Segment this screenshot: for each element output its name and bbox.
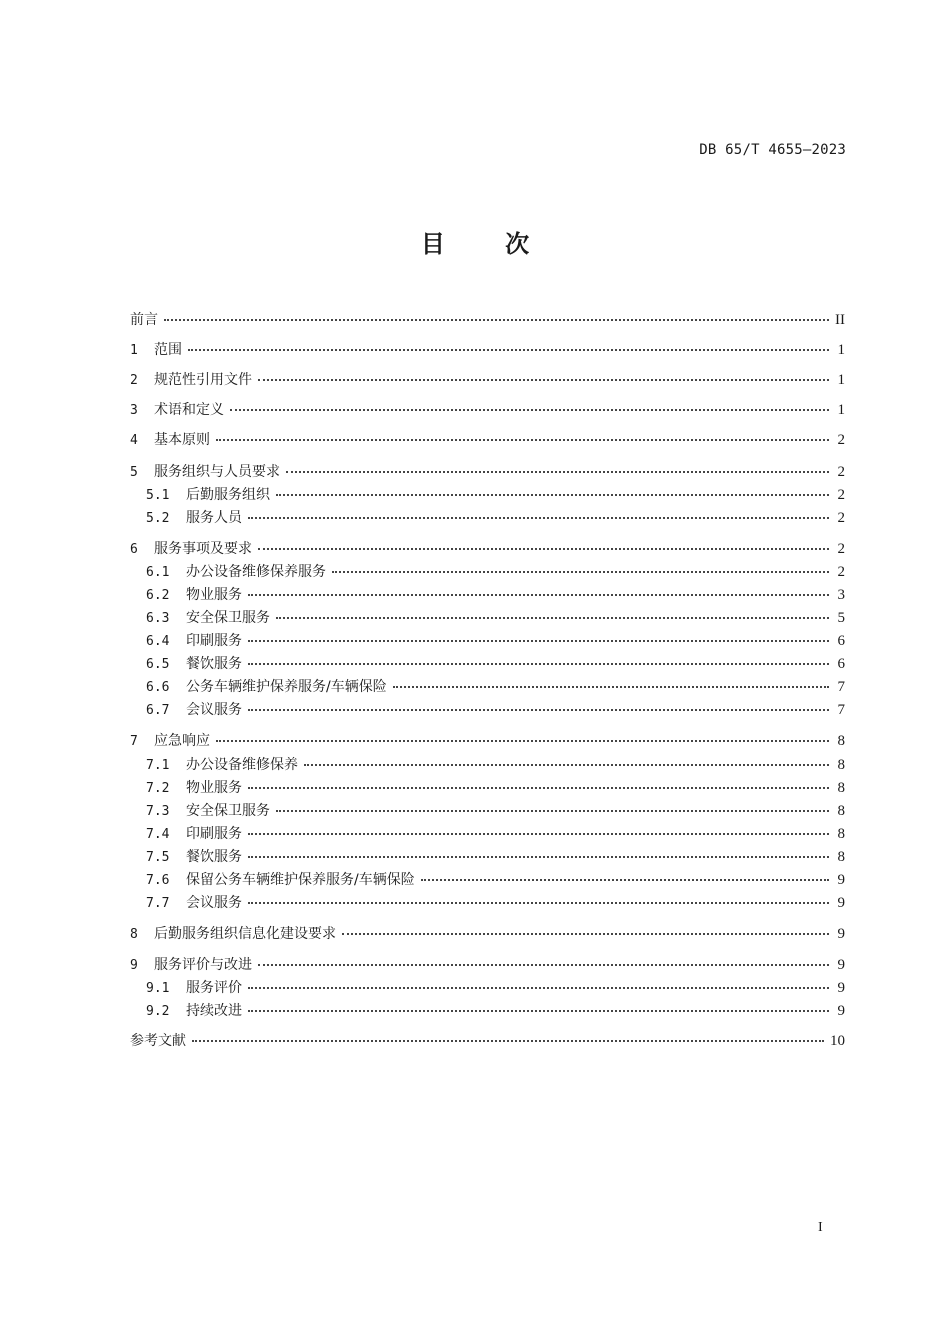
toc-entry-text: 会议服务 <box>186 895 242 911</box>
toc-leader <box>230 409 829 411</box>
toc-entry-number: 7.2 <box>146 781 170 796</box>
toc-entry-number: 6.7 <box>146 703 170 718</box>
toc-entry-number: 9.2 <box>146 1004 170 1019</box>
toc-leader <box>276 810 829 812</box>
toc-entry-number: 6.1 <box>146 565 170 580</box>
toc-leader <box>216 439 829 441</box>
toc-entry-7-4[interactable] <box>146 824 845 844</box>
toc-entry-5-1[interactable] <box>146 485 845 505</box>
toc-entry-text: 办公设备维修保养 <box>186 757 298 773</box>
toc-page-number: 3 <box>837 587 845 603</box>
toc-page-number: 8 <box>837 826 845 842</box>
toc-page-number: 1 <box>837 402 845 418</box>
toc-entry-number: 7.5 <box>146 850 170 865</box>
toc-entry-6-4[interactable] <box>146 631 845 651</box>
toc-entry-7-5[interactable] <box>146 847 845 867</box>
toc-leader <box>248 787 829 789</box>
toc-entry-text: 餐饮服务 <box>186 656 242 672</box>
toc-entry-number: 1 <box>130 343 138 358</box>
toc-entry-number: 7.6 <box>146 873 170 888</box>
toc-page-number: 10 <box>830 1033 845 1049</box>
toc-page-number: 2 <box>837 432 845 448</box>
toc-entry-6-5[interactable] <box>146 654 845 674</box>
toc-entry-number: 5 <box>130 465 138 480</box>
toc-entry-text: 安全保卫服务 <box>186 610 270 626</box>
toc-page-number: 8 <box>837 733 845 749</box>
toc-page-number: 9 <box>837 872 845 888</box>
toc-entry-5[interactable] <box>130 462 845 482</box>
toc-entry-text: 持续改进 <box>186 1003 242 1019</box>
toc-page-number: 2 <box>837 510 845 526</box>
toc-leader <box>248 1010 829 1012</box>
toc-entry-text: 印刷服务 <box>186 826 242 842</box>
toc-entry-3[interactable] <box>130 400 845 420</box>
toc-entry-number: 5.2 <box>146 511 170 526</box>
toc-page-number: 2 <box>837 541 845 557</box>
toc-entry-7-7[interactable] <box>146 893 845 913</box>
toc-entry-number: 9 <box>130 958 138 973</box>
toc-page-number: 5 <box>837 610 845 626</box>
toc-leader <box>248 640 829 642</box>
toc-entry-number: 7.7 <box>146 896 170 911</box>
toc-entry-7-2[interactable] <box>146 778 845 798</box>
toc-page-number: 9 <box>837 926 845 942</box>
toc-entry-text: 餐饮服务 <box>186 849 242 865</box>
toc-page-number: 1 <box>837 342 845 358</box>
toc-entry-9-2[interactable] <box>146 1001 845 1021</box>
toc-page-number: 9 <box>837 957 845 973</box>
toc-page-number: 8 <box>837 757 845 773</box>
toc-entry-text: 服务事项及要求 <box>154 541 252 557</box>
toc-page-number: 6 <box>837 656 845 672</box>
toc-entry-6[interactable] <box>130 539 845 559</box>
toc-entry-text: 参考文献 <box>130 1033 186 1049</box>
toc-entry-number: 7.4 <box>146 827 170 842</box>
toc-entry-number: 7.1 <box>146 758 170 773</box>
toc-entry-text: 术语和定义 <box>154 402 224 418</box>
toc-leader <box>258 379 829 381</box>
toc-entry-text: 前言 <box>130 312 158 328</box>
toc-page-number: 7 <box>837 679 845 695</box>
toc-entry-text: 物业服务 <box>186 587 242 603</box>
toc-entry-text: 后勤服务组织信息化建设要求 <box>154 926 336 942</box>
toc-entry-6-3[interactable] <box>146 608 845 628</box>
toc-page-number: 8 <box>837 803 845 819</box>
toc-entry-number: 4 <box>130 433 138 448</box>
toc-entry-text: 规范性引用文件 <box>154 372 252 388</box>
toc-entry-1[interactable] <box>130 340 845 360</box>
page-number: I <box>818 1220 823 1235</box>
toc-entry-7-3[interactable] <box>146 801 845 821</box>
toc-entry-text: 后勤服务组织 <box>186 487 270 503</box>
toc-entry-7-1[interactable] <box>146 755 845 775</box>
toc-entry-number: 2 <box>130 373 138 388</box>
toc-leader <box>276 617 829 619</box>
toc-page-number: 9 <box>837 1003 845 1019</box>
toc-page-number: 8 <box>837 780 845 796</box>
toc-page-number: 2 <box>837 464 845 480</box>
toc-leader <box>248 517 829 519</box>
toc-entry-text: 办公设备维修保养服务 <box>186 564 326 580</box>
toc-entry-text: 会议服务 <box>186 702 242 718</box>
toc-entry-6-6[interactable] <box>146 677 845 697</box>
toc-page-number: 9 <box>837 980 845 996</box>
toc-entry-6-1[interactable] <box>146 562 845 582</box>
toc-entry-9-1[interactable] <box>146 978 845 998</box>
toc-leader <box>248 856 829 858</box>
toc-entry-number: 7.3 <box>146 804 170 819</box>
toc-entry-number: 6 <box>130 542 138 557</box>
toc-leader <box>248 833 829 835</box>
toc-entry-7-6[interactable] <box>146 870 845 890</box>
toc-leader <box>248 663 829 665</box>
toc-leader <box>393 686 829 688</box>
toc-entry-number: 7 <box>130 734 138 749</box>
toc-entry-number: 8 <box>130 927 138 942</box>
toc-page-number: 9 <box>837 895 845 911</box>
toc-entry-number: 5.1 <box>146 488 170 503</box>
toc-leader <box>248 709 829 711</box>
toc-leader <box>258 964 829 966</box>
toc-entry-6-7[interactable] <box>146 700 845 720</box>
toc-leader <box>188 349 829 351</box>
toc-page-number: II <box>835 312 845 328</box>
toc-page-number: 7 <box>837 702 845 718</box>
toc-leader <box>192 1040 824 1042</box>
toc-page-number: 6 <box>837 633 845 649</box>
toc-leader <box>248 902 829 904</box>
toc-entry-foreword[interactable] <box>130 310 845 330</box>
page-title: 目 次 <box>420 230 556 258</box>
toc-entry-5-2[interactable] <box>146 508 845 528</box>
toc-leader <box>248 987 829 989</box>
toc-entry-text: 服务评价 <box>186 980 242 996</box>
toc-leader <box>342 933 829 935</box>
toc-entry-text: 服务人员 <box>186 510 242 526</box>
toc-entry-8[interactable] <box>130 924 845 944</box>
toc-leader <box>276 494 829 496</box>
toc-leader <box>248 594 829 596</box>
toc-entry-2[interactable] <box>130 370 845 390</box>
toc-entry-number: 6.5 <box>146 657 170 672</box>
toc-entry-number: 6.6 <box>146 680 170 695</box>
toc-entry-text: 公务车辆维护保养服务/车辆保险 <box>186 679 387 695</box>
toc-entry-text: 印刷服务 <box>186 633 242 649</box>
toc-leader <box>286 471 829 473</box>
toc-page-number: 2 <box>837 564 845 580</box>
toc-entry-7[interactable] <box>130 731 845 751</box>
toc-entry-number: 3 <box>130 403 138 418</box>
toc-entry-number: 6.4 <box>146 634 170 649</box>
toc-entry-text: 范围 <box>154 342 182 358</box>
toc-page-number: 2 <box>837 487 845 503</box>
toc-entry-text: 服务评价与改进 <box>154 957 252 973</box>
toc-entry-references[interactable] <box>130 1031 845 1051</box>
toc-leader <box>164 319 829 321</box>
toc-entry-text: 安全保卫服务 <box>186 803 270 819</box>
toc-leader <box>258 548 829 550</box>
toc-entry-text: 应急响应 <box>154 733 210 749</box>
toc-entry-4[interactable] <box>130 430 845 450</box>
toc-entry-text: 基本原则 <box>154 432 210 448</box>
toc-leader <box>216 740 829 742</box>
toc-entry-number: 6.2 <box>146 588 170 603</box>
toc-leader <box>421 879 829 881</box>
toc-entry-6-2[interactable] <box>146 585 845 605</box>
toc-entry-number: 9.1 <box>146 981 170 996</box>
toc-entry-text: 物业服务 <box>186 780 242 796</box>
toc-page-number: 1 <box>837 372 845 388</box>
standard-code: DB 65/T 4655—2023 <box>699 142 846 158</box>
toc-entry-number: 6.3 <box>146 611 170 626</box>
toc-leader <box>304 764 829 766</box>
toc-entry-text: 保留公务车辆维护保养服务/车辆保险 <box>186 872 415 888</box>
toc-leader <box>332 571 829 573</box>
toc-page-number: 8 <box>837 849 845 865</box>
toc-entry-9[interactable] <box>130 955 845 975</box>
toc-entry-text: 服务组织与人员要求 <box>154 464 280 480</box>
